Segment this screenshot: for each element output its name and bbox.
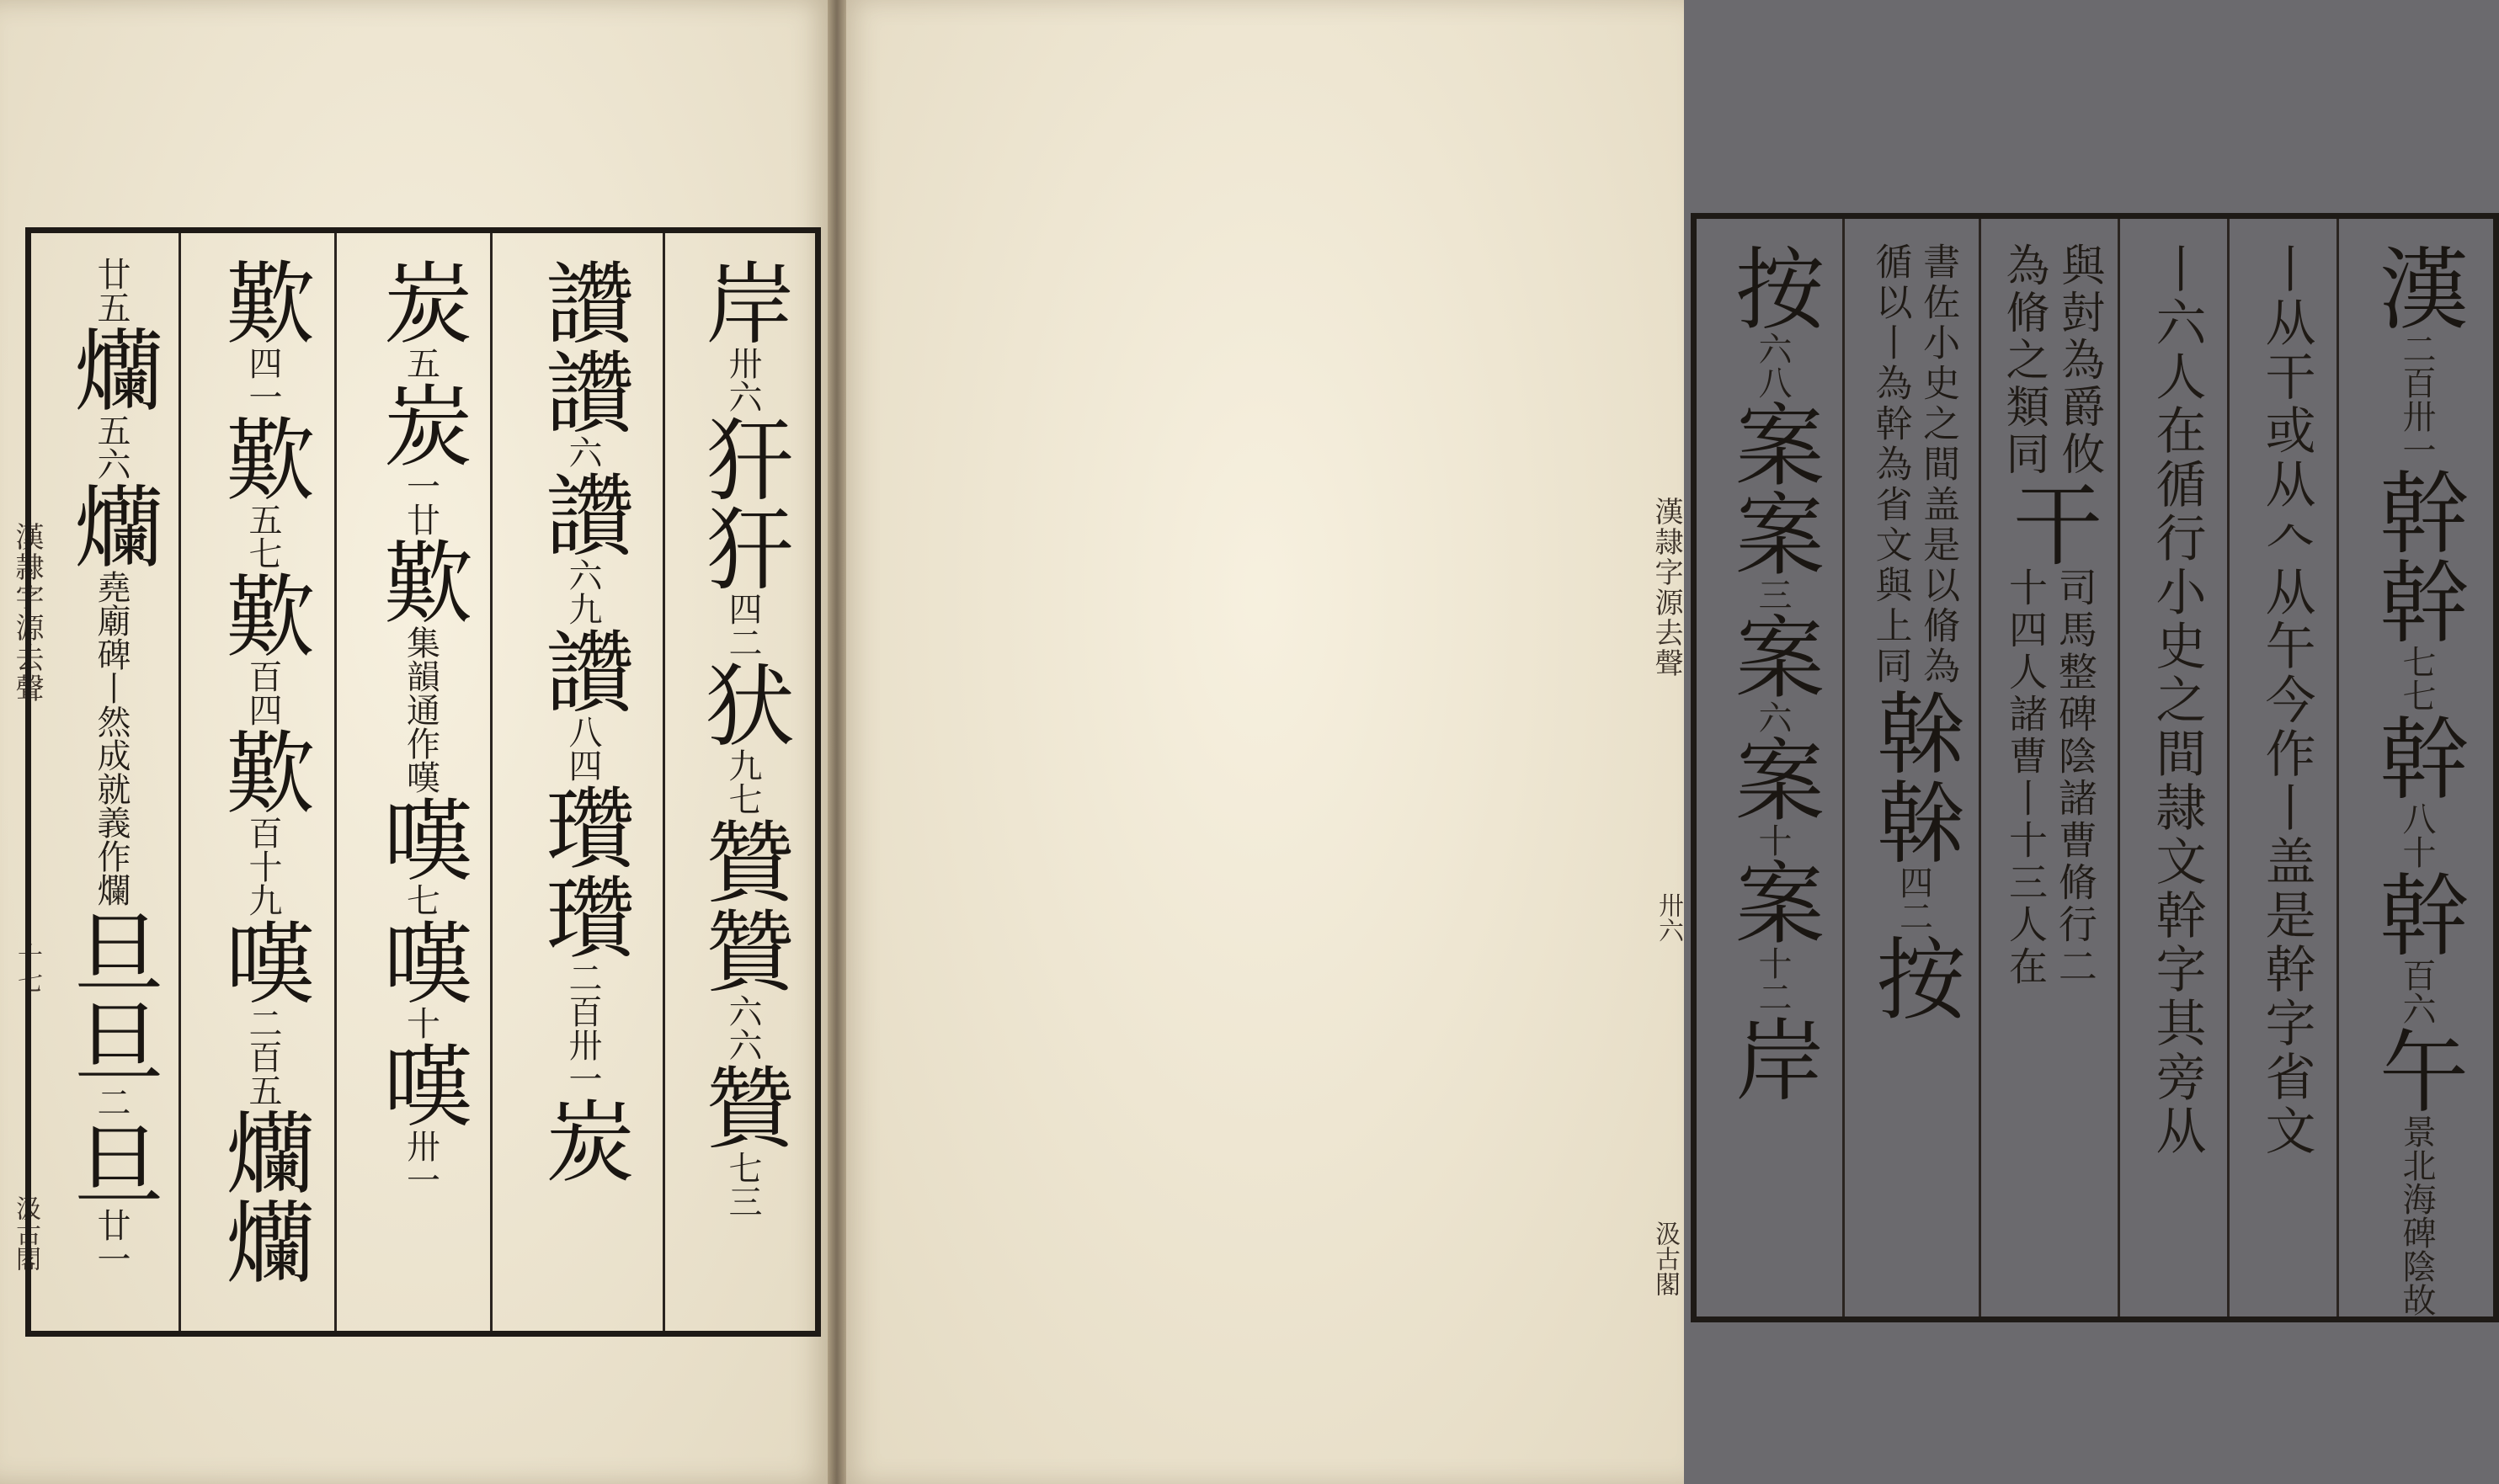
- entry-char: 歎: [369, 536, 473, 625]
- entry-note: 六九: [563, 558, 602, 625]
- commentary-text: 書佐小史之間盖是以脩為: [1916, 242, 1960, 687]
- right-page: [836, 0, 2470, 1484]
- left-column-2: [511, 257, 654, 1184]
- commentary-text: 與尌為爵攸: [2053, 242, 2104, 478]
- entry-char: 贊: [691, 1061, 796, 1151]
- entry-char: 干: [1999, 478, 2103, 567]
- entry-note: 二: [92, 1085, 131, 1119]
- entry-char: 幹: [2365, 466, 2470, 556]
- entry-note: 十: [401, 1006, 440, 1040]
- entry-note: 百四: [243, 659, 282, 726]
- entry-char: 炭: [369, 257, 473, 346]
- entry-char: 瓚: [531, 782, 636, 871]
- entry-note: 六八: [1753, 332, 1792, 399]
- left-text-frame: [25, 227, 821, 1337]
- entry-char: 瓚: [531, 871, 636, 960]
- left-page: [0, 0, 836, 1484]
- commentary-text: 司馬整碑陰諸曹脩行二: [2052, 567, 2098, 988]
- entry-note: 五七: [243, 503, 282, 570]
- entry-note: 四二: [723, 592, 762, 659]
- column-rule: [2227, 219, 2230, 1316]
- left-column-1: [679, 257, 806, 1218]
- entry-note: 六: [1753, 700, 1792, 734]
- entry-note: 卅六: [723, 346, 762, 413]
- column-rule: [2118, 219, 2120, 1316]
- entry-note: 七三: [723, 1151, 762, 1218]
- column-rule: [1842, 219, 1845, 1316]
- entry-note: 二百卅一: [563, 960, 602, 1095]
- entry-note: 集韻通作嘆: [401, 625, 440, 794]
- left-margin-title: 漢隷字源去聲: [10, 522, 44, 704]
- right-margin-title: 漢隷字源去聲: [1649, 497, 1683, 678]
- entry-char: 嘆: [369, 794, 473, 883]
- column-rule: [178, 233, 181, 1331]
- entry-note: 七七: [2397, 645, 2436, 712]
- entry-note: 一廿: [401, 469, 440, 536]
- right-text-frame: [1691, 213, 2499, 1322]
- right-column-2: [2240, 242, 2332, 1158]
- entry-char: 歎: [211, 413, 316, 503]
- entry-char: 榦: [1862, 687, 1966, 776]
- entry-note: 八四: [563, 715, 602, 782]
- left-column-3: [355, 257, 486, 1196]
- entry-char: 旦: [60, 907, 164, 996]
- entry-note: 三: [1753, 577, 1792, 611]
- entry-char: 炭: [531, 1095, 636, 1184]
- entry-char: 犾: [691, 659, 796, 748]
- entry-char: 嘆: [369, 917, 473, 1006]
- left-column-4: [200, 257, 326, 1285]
- entry-char: 讚: [531, 469, 636, 558]
- commentary-text: 丨从干或从𠆢从午今作丨盖是幹字省文: [2257, 242, 2316, 1158]
- entry-char: 案: [1721, 857, 1825, 946]
- entry-char: 案: [1721, 488, 1825, 577]
- entry-char: 岸: [1721, 1013, 1825, 1103]
- entry-char: 幹: [2365, 712, 2470, 801]
- entry-char: 幹: [2365, 556, 2470, 645]
- entry-char: 讚: [531, 625, 636, 715]
- entry-note: 二百卅一: [2397, 332, 2436, 466]
- commentary-text: 十四人諸曹丨十三人在: [2003, 567, 2049, 988]
- entry-char: 幹: [2365, 869, 2470, 958]
- commentary-text: 循以丨為幹為省文與上同: [1868, 242, 1912, 687]
- entry-char: 按: [1721, 242, 1825, 332]
- entry-char: 爤: [211, 1196, 316, 1285]
- entry-char: 榦: [1862, 776, 1966, 865]
- entry-note: 十: [1753, 823, 1792, 857]
- entry-note: 四二: [1894, 865, 1933, 933]
- entry-note: 廿五: [92, 257, 131, 324]
- column-rule: [2336, 219, 2339, 1316]
- column-rule: [1979, 219, 1981, 1316]
- column-rule: [334, 233, 337, 1331]
- entry-note: 二百五: [243, 1006, 282, 1107]
- entry-char: 炭: [369, 380, 473, 469]
- entry-char: 嘆: [211, 917, 316, 1006]
- commentary-text: 丨六人在循行小史之間隷文幹字其旁从: [2147, 242, 2207, 1158]
- right-column-6: [1709, 242, 1836, 1103]
- entry-note: 九七: [723, 748, 762, 816]
- entry-char: 爤: [60, 481, 164, 570]
- entry-char: 犴: [691, 503, 796, 592]
- entry-char: 午: [2365, 1025, 2470, 1114]
- right-column-1: [2345, 242, 2488, 1316]
- entry-note: 景北海碑陰故: [2397, 1114, 2436, 1316]
- entry-note: 五六: [92, 413, 131, 481]
- entry-char: 讚: [531, 257, 636, 346]
- entry-note: 十二: [1753, 946, 1792, 1013]
- right-column-5: [1852, 242, 1974, 1022]
- entry-char: 旦: [60, 996, 164, 1085]
- entry-note: 四一: [243, 346, 282, 413]
- entry-char: 爤: [60, 324, 164, 413]
- entry-char: 按: [1862, 933, 1966, 1022]
- entry-char: 案: [1721, 734, 1825, 823]
- left-column-5: [48, 257, 174, 1275]
- entry-note: 七: [401, 883, 440, 917]
- entry-note: 廿一: [92, 1208, 131, 1275]
- entry-note: 六: [563, 435, 602, 469]
- left-block-mark: 汲古閣: [11, 1195, 40, 1271]
- entry-char: 贊: [691, 816, 796, 905]
- entry-char: 歎: [211, 726, 316, 816]
- entry-note: 百十九: [243, 816, 282, 917]
- entry-note: 五: [401, 346, 440, 380]
- entry-note: 堯廟碑丨然成就義作爛: [92, 570, 131, 907]
- entry-char: 旦: [60, 1119, 164, 1208]
- entry-char: 歎: [211, 570, 316, 659]
- entry-char: 爤: [211, 1107, 316, 1196]
- right-block-mark: 汲古閣: [1650, 1221, 1680, 1296]
- entry-note: 百六: [2397, 958, 2436, 1025]
- entry-char: 案: [1721, 611, 1825, 700]
- entry-char: 讚: [531, 346, 636, 435]
- book-gutter: [828, 0, 846, 1484]
- left-page-number: 十七: [13, 943, 42, 993]
- entry-char: 漢: [2365, 242, 2470, 332]
- column-rule: [663, 233, 665, 1331]
- commentary-text: 為脩之類同: [1998, 242, 2049, 478]
- entry-note: 卅一: [401, 1129, 440, 1196]
- column-rule: [490, 233, 493, 1331]
- entry-char: 嘆: [369, 1040, 473, 1129]
- right-page-number: 卅六: [1654, 892, 1683, 943]
- entry-char: 犴: [691, 413, 796, 503]
- entry-note: 八十: [2397, 801, 2436, 869]
- entry-note: 六六: [723, 994, 762, 1061]
- entry-char: 案: [1721, 399, 1825, 488]
- right-column-3: [2130, 242, 2223, 1158]
- entry-char: 岸: [691, 257, 796, 346]
- right-column-4: [1987, 242, 2113, 988]
- entry-char: 歎: [211, 257, 316, 346]
- entry-char: 贊: [691, 905, 796, 994]
